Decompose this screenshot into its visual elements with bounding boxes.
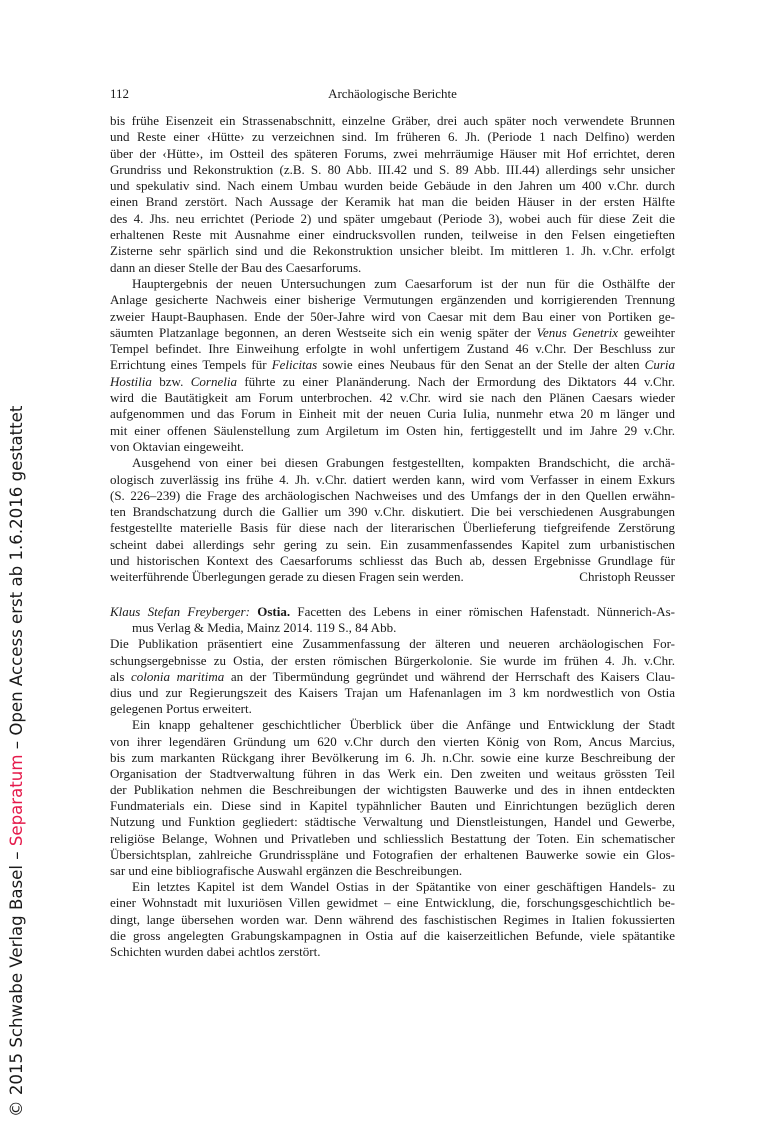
text-line xyxy=(110,357,675,373)
page-number: 112 xyxy=(110,86,130,101)
text-line: Ein letztes Kapitel ist dem Wandel Ostias in der Spätantike von einer geschäftigen Handels- zu xyxy=(132,879,675,895)
italic-text: Hostilia xyxy=(110,373,152,389)
text-line: einen Brand zerstört. Nach Aussage der Keramik hat man die beiden Häuser in der ersten Hälfte xyxy=(110,194,675,210)
text-line: scheint dabei allerdings sehr gering zu sein. Ein zusammenfassendes Kapitel zum urbanistischen xyxy=(110,536,675,552)
copyright-prefix: © 2015 Schwabe Verlag Basel – xyxy=(7,846,26,1117)
running-head xyxy=(110,86,675,102)
italic-text: colonia maritima xyxy=(131,668,225,684)
bold-title: Ostia. xyxy=(257,604,291,619)
review-ostia xyxy=(110,604,675,960)
text-line: Ausgehend von einer bei diesen Grabungen festgestellten, kompakten Brandschicht, die archä- xyxy=(132,455,675,471)
paragraph xyxy=(110,879,675,960)
text-line: dingt, lange übersehen worden war. Denn während des faschistischen Regimes in Italien fokussierten xyxy=(110,911,675,927)
text-line: Hauptergebnis der neuen Untersuchungen zum Caesarforum ist der nun für die Osthälfte der xyxy=(132,275,675,291)
book-citation xyxy=(110,604,675,636)
text-run: Errichtung eines Tempels für xyxy=(110,357,272,373)
text-line: Ein knapp gehaltener geschichtlicher Überblick über die Anfänge und Entwicklung der Stadt xyxy=(132,717,675,733)
text-line: Nutzung und Funktion gegliedert: städtische Verwaltung und Dienstleistungen, Handel und Gewerbe, xyxy=(110,814,675,830)
reviewer-signature: Christoph Reusser xyxy=(579,569,675,585)
italic-text: Curia xyxy=(644,357,675,373)
text-run: Facetten des Lebens in einer römischen Hafenstadt. Nünnerich-As- xyxy=(290,604,675,619)
text-run: säumten Platzanlage begonnen, an deren Westseite sich ein wenig später der xyxy=(110,324,537,340)
text-run: an der Tibermündung gegründet und während der Herrschaft des Kaisers Clau- xyxy=(224,668,675,684)
text-line xyxy=(110,374,675,390)
text-line: (S. 226–239) die Frage des archäologischen Nachweises und des Umfangs der in den Quellen erwähn- xyxy=(110,487,675,503)
text-line: der Publikation nehmen die Beschreibungen der wichtigsten Bauwerke und des in ihnen entdeckten xyxy=(110,782,675,798)
text-line: Organisation der Stadtverwaltung führen in das Werk ein. Den zweiten und weitaus grössten Teil xyxy=(110,765,675,781)
text-line: wird die Bautätigkeit am Forum unterbrochen. 42 v.Chr. wird sie nach den Plänen Caesars wieder xyxy=(110,390,675,406)
text-line: dann an dieser Stelle der Bau des Caesarforums. xyxy=(110,259,362,275)
text-line: und spekulativ sind. Nach einem Umbau wurden beide Gebäude in den Jahren um 400 v.Chr. durch xyxy=(110,178,675,194)
text-line: ologisch zuverlässig ins frühe 4. Jh. v.Chr. datiert werden kann, wird vom Verfasser in einem Exkurs xyxy=(110,471,675,487)
text-line: und historischen Kontext des Caesarforums schliesst das Buch ab, dessen Ergebnisse Grundlage für xyxy=(110,553,675,569)
text-run: weiterführende Überlegungen gerade zu diesen Fragen sein werden. xyxy=(110,569,464,585)
paragraph xyxy=(110,717,675,879)
text-run: bzw. xyxy=(151,373,191,389)
review-caesarforum xyxy=(110,113,675,586)
text-line: von ihrer legendären Gründung um 620 v.Chr durch den vierten König von Rom, Ancus Marcius, xyxy=(110,733,675,749)
text-line: gelegenen Portus erweitert. xyxy=(110,701,252,717)
text-line: aufgenommen und das Forum in Einheit mit der neuen Curia Iulia, nunmehr etwa 20 m länger und xyxy=(110,406,675,422)
paragraph xyxy=(110,113,675,276)
text-line: Übersichtsplan, zahlreiche Grundrisspläne und Fotografien der erhaltenen Bauwerke sowie ein Glos- xyxy=(110,846,675,862)
text-line: sar und eine bibliografische Auswahl ergänzen die Beschreibungen. xyxy=(110,863,463,878)
text-line: Tempel befindet. Ihre Einweihung erfolgte in wohl unfertigem Zustand 46 v.Chr. Der Beschluss zur xyxy=(110,341,675,357)
text-line: Anlage gesicherte Nachweis einer bisherige Vermutungen ergänzenden und korrigierenden Trennung xyxy=(110,292,675,308)
text-line: ten Brandschatzung durch die Gallier um 390 v.Chr. diskutiert. Die bei verschiedenen Ausgrabungen xyxy=(110,504,675,520)
paragraph xyxy=(110,276,675,455)
paragraph xyxy=(110,636,675,717)
text-line: über der ‹Hütte›, im Ostteil des späteren Forums, zwei mehrräumige Häuser mit Hof errichtet, deren xyxy=(110,145,675,161)
text-run: führte zu einer Planänderung. Nach der Ermordung des Diktators 44 v.Chr. xyxy=(236,373,675,389)
running-head-title: Archäologische Berichte xyxy=(328,86,457,101)
italic-text: Felicitas xyxy=(271,357,318,373)
italic-text: Cornelia xyxy=(190,373,237,389)
copyright-sidebar xyxy=(7,406,27,1117)
text-line xyxy=(110,325,675,341)
text-line: Die Publikation präsentiert eine Zusammenfassung der älteren und neueren archäologischen For- xyxy=(110,636,675,652)
text-line: Fundmaterials ein. Diese sind in Kapitel typähnlicher Bauten und Einrichtungen bezüglich deren xyxy=(110,798,675,814)
text-line: festgestellte materielle Basis für diese nach der literarischen Überlieferung tiefgreifende Zerstörung xyxy=(110,520,675,536)
text-line: und Reste einer ‹Hütte› zu verzeichnen sind. Im früheren 6. Jh. (Periode 1 nach Delfino) werden xyxy=(110,129,675,145)
text-line: bis zum markanten Rückgang ihrer Bevölkerung im 6. Jh. n.Chr. sowie eine kurze Beschreibung der xyxy=(110,749,675,765)
text-line: mus Verlag & Media, Mainz 2014. 119 S., 84 Abb. xyxy=(132,620,397,636)
text-run: als xyxy=(110,668,132,684)
separatum-label: Separatum xyxy=(7,754,26,847)
italic-text: Klaus Stefan Freyberger: xyxy=(110,604,250,619)
text-line: bis frühe Eisenzeit ein Strassenabschnitt, einzelne Gräber, drei auch später noch verwendete Brunnen xyxy=(110,113,675,128)
copyright-suffix: – Open Access erst ab 1.6.2016 gestattet xyxy=(7,405,26,755)
italic-text: Venus Genetrix xyxy=(536,324,619,340)
paragraph xyxy=(110,455,675,585)
text-line: religiöse Belange, Wohnen und Privatleben und schliesslich Bestattung der Toten. Ein schematischer xyxy=(110,830,675,846)
text-line: des 4. Jhs. neu errichtet (Periode 2) und später umgebaut (Periode 3), wobei auch für diese Zeit die xyxy=(110,210,675,226)
text-line: Schichten wurden dabei achtlos zerstört. xyxy=(110,943,321,959)
text-line: einer Wohnstadt mit luxuriösen Villen gewidmet – eine Entwicklung, die, forschungsgeschichtlich be- xyxy=(110,895,675,911)
text-line: die gross angelegten Grabungskampagnen in Ostia auf die kaiserzeitlichen Befunde, viele spätantike xyxy=(110,927,675,943)
text-line xyxy=(110,669,675,685)
text-run: sowie eines Neubaus für den Senat an der Stelle der alten xyxy=(317,357,645,373)
text-line: Grundriss und Rekonstruktion (z.B. S. 80 Abb. III.42 und S. 89 Abb. III.44) allerdings sehr unsicher xyxy=(110,161,675,177)
text-line xyxy=(110,569,675,585)
text-run: geweihter xyxy=(618,324,675,340)
text-line: von Oktavian eingeweiht. xyxy=(110,438,244,454)
text-line: schungsergebnisse zu Ostia, der ersten römischen Bürgerkolonie. Sie wurde im frühen 4. Jh. v.Chr. xyxy=(110,652,675,668)
text-line: Zisterne sehr spärlich sind und die Rekonstruktion unsicher bleibt. Im mittleren 1. Jh. v.Chr. erfolgt xyxy=(110,243,675,259)
text-line: mit einer offenen Säulenstellung zum Argiletum im Osten hin, fertiggestellt und im Jahre 29 v.Chr. xyxy=(110,422,675,438)
text-line: zweier Haupt-Bauphasen. Ende der 50er-Jahre wird von Caesar mit dem Bau einer von Portiken ge- xyxy=(110,308,675,324)
text-line xyxy=(110,604,675,620)
text-line: dius und zur Regierungszeit des Kaisers Trajan um Hafenanlagen im 3 km nordwestlich von Ostia xyxy=(110,684,675,700)
text-line: erhaltenen Reste mit Ausnahme einer eindrucksvollen runden, teilweise in den Felsen eingetieften xyxy=(110,227,675,243)
